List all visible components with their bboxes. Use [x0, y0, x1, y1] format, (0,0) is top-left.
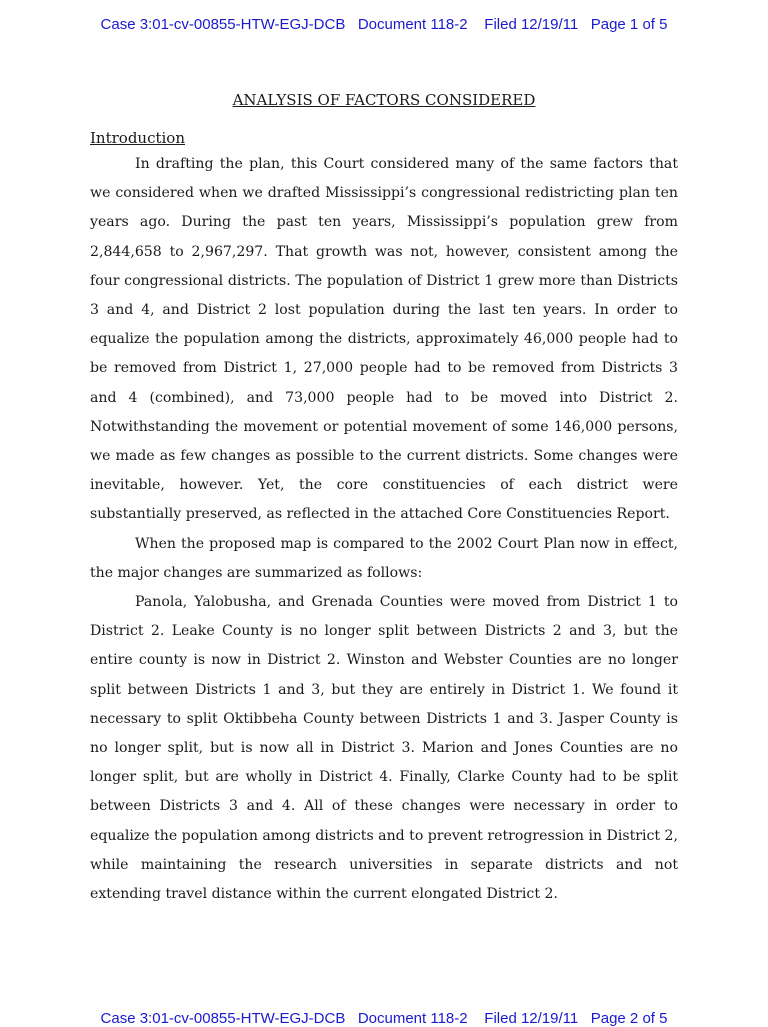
- paragraph-1: In drafting the plan, this Court considered many of the same factors that we considered when we drafted Mississippi’s congressional redistricting plan ten years ago. During the past ten years, Mississippi’s population grew from 2,844,658 to 2,967,297. That growth was not, however, consistent among the four congressional districts. The population of District 1 grew more than Districts 3 and 4, and District 2 lost population during the last ten years. In order to equalize the population among the districts, approximately 46,000 people had to be removed from District 1, 27,000 people had to be removed from Districts 3 and 4 (combined), and 73,000 people had to be moved into District 2. Notwithstanding the movement or potential movement of some 146,000 persons, we made as few changes as possible to the current districts. Some changes were inevitable, however. Yet, the core constituencies of each district were substantially preserved, as reflected in the attached Core Constituencies Report.: [90, 156, 678, 523]
- document-body: [90, 88, 678, 909]
- paragraph-2: When the proposed map is compared to the 2002 Court Plan now in effect, the major changes are summarized as follows:: [90, 535, 678, 581]
- court-filing-header-next-page: Case 3:01-cv-00855-HTW-EGJ-DCB Document 118-2 Filed 12/19/11 Page 2 of 5: [100, 1010, 668, 1027]
- section-heading-introduction: Introduction: [90, 129, 185, 147]
- court-filing-header: Case 3:01-cv-00855-HTW-EGJ-DCB Document 118-2 Filed 12/19/11 Page 1 of 5: [100, 16, 668, 33]
- document-title: ANALYSIS OF FACTORS CONSIDERED: [232, 91, 536, 109]
- paragraph-3: Panola, Yalobusha, and Grenada Counties were moved from District 1 to District 2. Leake County is no longer split between Districts 2 and 3, but the entire county is now in District 2. Winston and Webster Counties are no longer split between Districts 1 and 3, but they are entirely in District 1. We found it necessary to split Oktibbeha County between Districts 1 and 3. Jasper County is no longer split, but is now all in District 3. Marion and Jones Counties are no longer split, but are wholly in District 4. Finally, Clarke County had to be split between Districts 3 and 4. All of these changes were necessary in order to equalize the population among districts and to prevent retrogression in District 2, while maintaining the research universities in separate districts and not extending travel distance within the current elongated District 2.: [90, 594, 678, 903]
